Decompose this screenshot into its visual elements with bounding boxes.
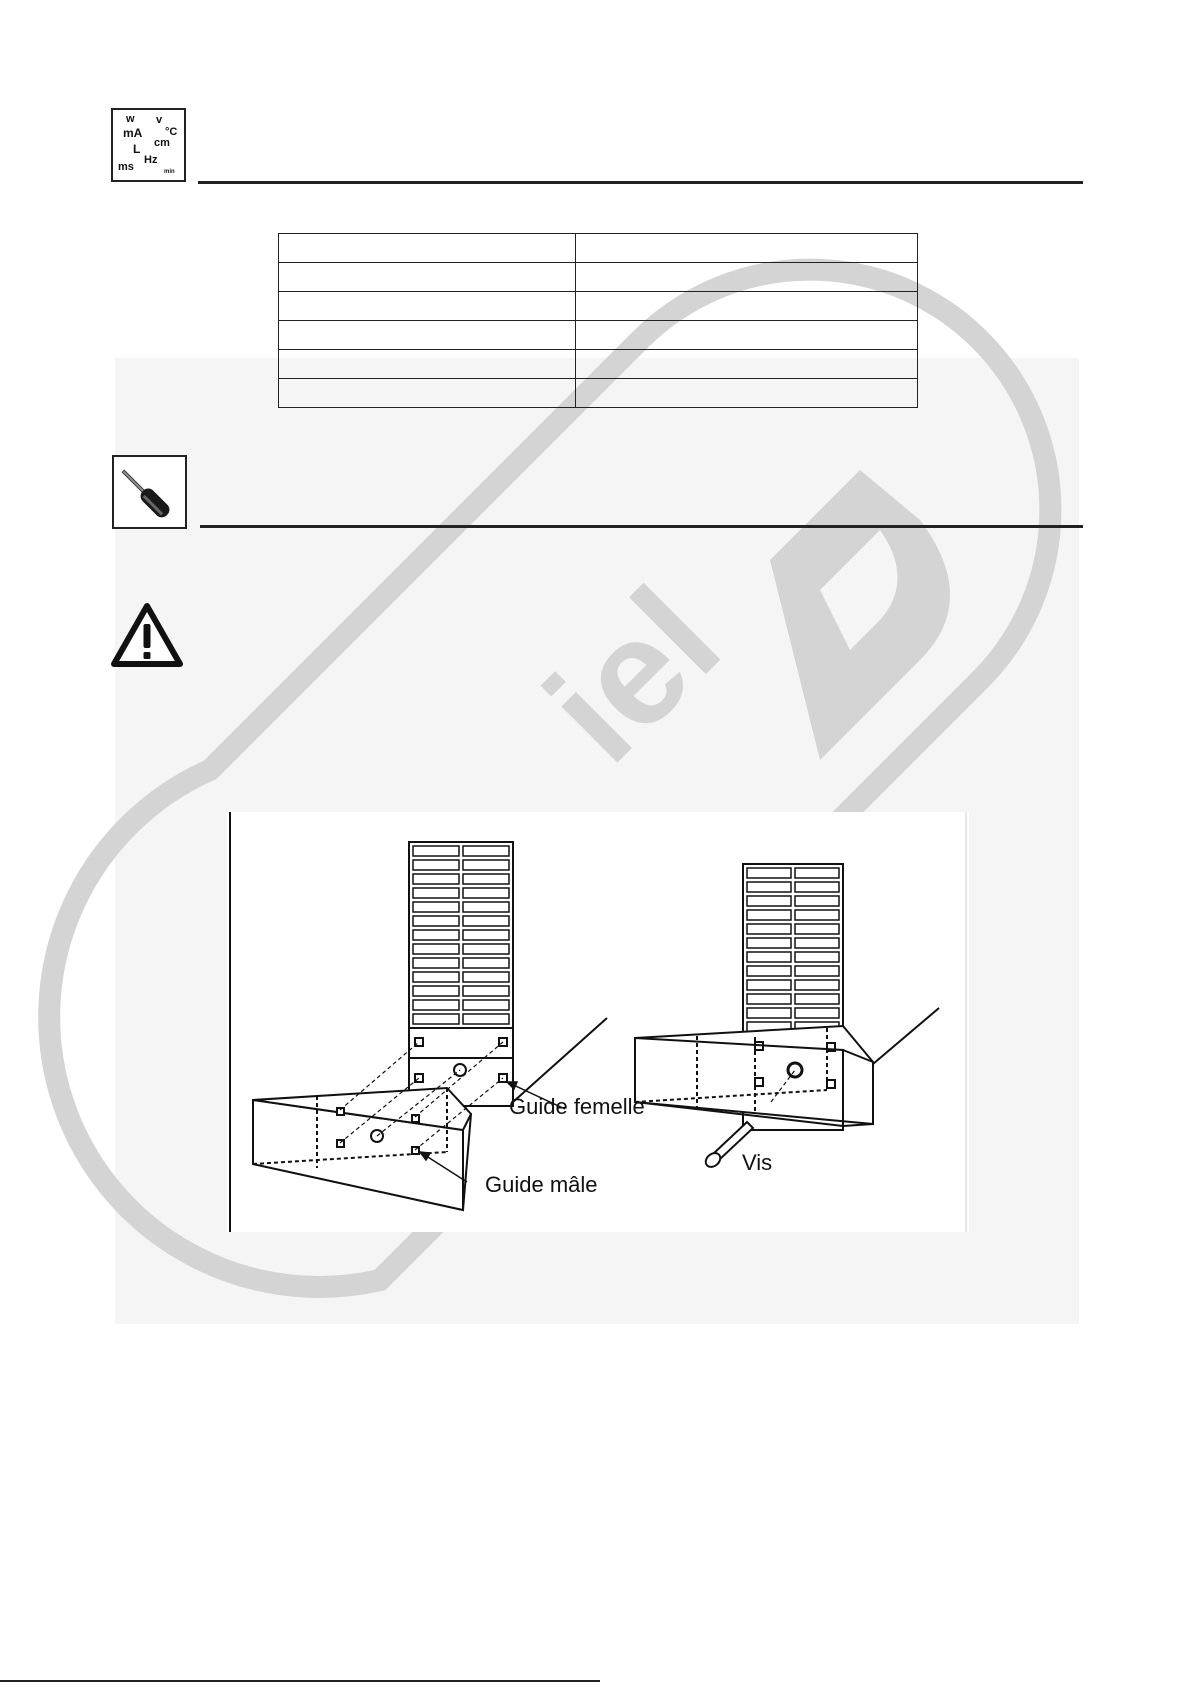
male-guide-label: Guide mâle: [485, 1172, 598, 1197]
section-rule: [200, 525, 1083, 528]
table-cell: [279, 292, 576, 321]
grid-slot: [795, 924, 839, 934]
grid-slot: [795, 980, 839, 990]
left-grid-panel: [409, 842, 607, 1106]
screwdriver-graphic: [114, 457, 185, 527]
unit-symbol: min: [164, 169, 175, 175]
grid-slot: [795, 896, 839, 906]
grid-slot: [463, 958, 509, 968]
grid-slot: [413, 902, 459, 912]
warning-triangle-icon: [110, 602, 184, 668]
grid-slot: [747, 924, 791, 934]
unit-symbol: L: [133, 142, 141, 156]
table-row: [279, 379, 918, 408]
grid-slot: [463, 986, 509, 996]
grid-slot: [413, 930, 459, 940]
table-cell: [279, 350, 576, 379]
grid-slot: [747, 980, 791, 990]
grid-slot: [795, 882, 839, 892]
grid-slot: [795, 910, 839, 920]
grid-slot: [463, 846, 509, 856]
table-cell: [279, 379, 576, 408]
unit-symbol: °C: [165, 126, 178, 138]
grid-slot: [795, 938, 839, 948]
grid-slot: [463, 972, 509, 982]
grid-slot: [747, 868, 791, 878]
grid-slot: [463, 944, 509, 954]
grid-slot: [413, 944, 459, 954]
unit-symbol: w: [126, 113, 135, 125]
table-cell: [576, 234, 918, 263]
male-guide: [253, 1088, 471, 1210]
assembly-figure: [227, 812, 969, 1232]
grid-slot: [747, 896, 791, 906]
unit-symbol: ms: [118, 161, 134, 173]
grid-slot: [795, 966, 839, 976]
unit-symbol: Hz: [144, 154, 158, 166]
grid-slot: [463, 888, 509, 898]
table-cell: [576, 321, 918, 350]
table-cell: [279, 321, 576, 350]
female-guide-label: Guide femelle: [509, 1094, 645, 1119]
grid-slot: [413, 860, 459, 870]
grid-slot: [413, 972, 459, 982]
grid-slot: [463, 1000, 509, 1010]
table-row: [279, 234, 918, 263]
grid-slot: [747, 882, 791, 892]
table-cell: [279, 263, 576, 292]
table-cell: [576, 263, 918, 292]
grid-slot: [795, 868, 839, 878]
grid-slot: [413, 1000, 459, 1010]
assembly-drawing: [227, 812, 969, 1232]
grid-slot: [747, 966, 791, 976]
grid-slot: [795, 994, 839, 1004]
unit-symbol: cm: [154, 137, 170, 149]
table-row: [279, 321, 918, 350]
grid-slot: [463, 860, 509, 870]
grid-slot: [463, 902, 509, 912]
table-cell: [576, 379, 918, 408]
screwdriver-icon: [112, 455, 187, 529]
grid-slot: [413, 986, 459, 996]
table-cell: [279, 234, 576, 263]
grid-slot: [413, 888, 459, 898]
grid-slot: [413, 916, 459, 926]
grid-slot: [463, 930, 509, 940]
watermark-text: iel: [513, 555, 751, 793]
grid-slot: [747, 910, 791, 920]
table-cell: [576, 292, 918, 321]
grid-slot: [795, 1008, 839, 1018]
grid-slot: [747, 1008, 791, 1018]
grid-slot: [795, 952, 839, 962]
section-rule: [198, 181, 1083, 184]
grid-slot: [463, 916, 509, 926]
table-row: [279, 292, 918, 321]
units-icon: [111, 108, 186, 182]
grid-slot: [413, 846, 459, 856]
grid-slot: [413, 874, 459, 884]
screw-label: Vis: [742, 1150, 773, 1175]
grid-slot: [747, 952, 791, 962]
footer-rule: [0, 1680, 600, 1682]
grid-slot: [463, 874, 509, 884]
grid-slot: [413, 958, 459, 968]
table-cell: [576, 350, 918, 379]
grid-slot: [463, 1014, 509, 1024]
unit-symbol: mA: [123, 126, 143, 140]
grid-slot: [747, 994, 791, 1004]
grid-slot: [413, 1014, 459, 1024]
spec-table: [278, 233, 918, 408]
table-row: [279, 350, 918, 379]
unit-symbol: v: [156, 114, 163, 126]
grid-slot: [747, 938, 791, 948]
table-row: [279, 263, 918, 292]
